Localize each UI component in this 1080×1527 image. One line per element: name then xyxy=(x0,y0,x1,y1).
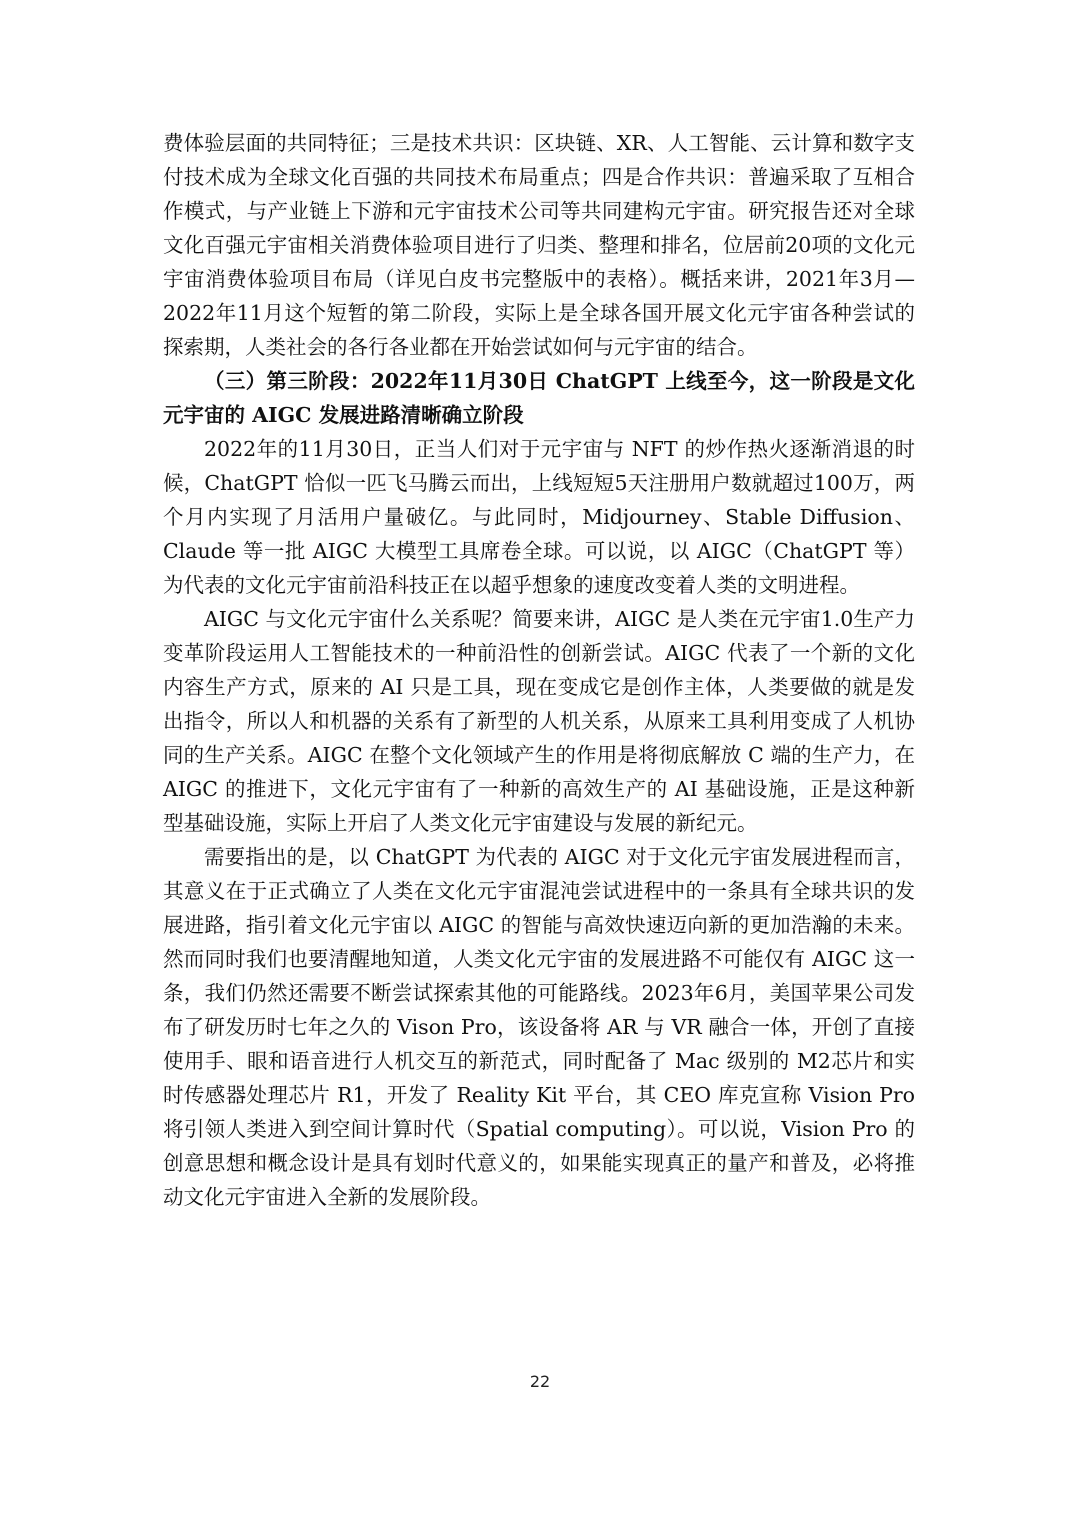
page-content xyxy=(163,126,915,1214)
paragraph-1: 费体验层面的共同特征；三是技术共识：区块链、XR、人工智能、云计算和数字支付技术成为全球文化百强的共同技术布局重点；四是合作共识：普遍采取了互相合作模式，与产业链上下游和元宇宙技术公司等共同建构元宇宙。研究报告还对全球文化百强元宇宙相关消费体验项目进行了归类、整理和排名，位居前20项的文化元宇宙消费体验项目布局（详见白皮书完整版中的表格）。概括来讲，2021年3月—2022年11月这个短暂的第二阶段，实际上是全球各国开展文化元宇宙各种尝试的探索期，人类社会的各行各业都在开始尝试如何与元宇宙的结合。 xyxy=(163,131,915,359)
paragraph-3: AIGC 与文化元宇宙什么关系呢？简要来讲，AIGC 是人类在元宇宙1.0生产力变革阶段运用人工智能技术的一种前沿性的创新尝试。AIGC 代表了一个新的文化内容生产方式，原来的 AI 只是工具，现在变成它是创作主体，人类要做的就是发出指令，所以人和机器的关系有了新型的人机关系，从原来工具利用变成了人机协同的生产关系。AIGC 在整个文化领域产生的作用是将彻底解放 C 端的生产力，在 AIGC 的推进下，文化元宇宙有了一种新的高效生产的 AI 基础设施，正是这种新型基础设施，实际上开启了人类文化元宇宙建设与发展的新纪元。 xyxy=(163,607,915,835)
paragraph-4: 需要指出的是，以 ChatGPT 为代表的 AIGC 对于文化元宇宙发展进程而言，其意义在于正式确立了人类在文化元宇宙混沌尝试进程中的一条具有全球共识的发展进路，指引着文化元宇宙以 AIGC 的智能与高效快速迈向新的更加浩瀚的未来。然而同时我们也要清醒地知道，人类文化元宇宙的发展进路不可能仅有 AIGC 这一条，我们仍然还需要不断尝试探索其他的可能路线。2023年6月，美国苹果公司发布了研发历时七年之久的 Vison Pro，该设备将 AR 与 VR 融合一体，开创了直接使用手、眼和语音进行人机交互的新范式，同时配备了 Mac 级别的 M2芯片和实时传感器处理芯片 R1，开发了 Reality Kit 平台，其 CEO 库克宣称 Vision Pro 将引领人类进入到空间计算时代（Spatial computing）。可以说，Vision Pro 的创意思想和概念设计是具有划时代意义的，如果能实现真正的量产和普及，必将推动文化元宇宙进入全新的发展阶段。 xyxy=(163,845,915,1209)
page-number: 22 xyxy=(529,1372,551,1391)
section-heading-3: （三）第三阶段：2022年11月30日 ChatGPT 上线至今，这一阶段是文化元宇宙的 AIGC 发展进路清晰确立阶段 xyxy=(163,369,915,427)
paragraph-2: 2022年的11月30日，正当人们对于元宇宙与 NFT 的炒作热火逐渐消退的时候，ChatGPT 恰似一匹飞马腾云而出，上线短短5天注册用户数就超过100万，两个月内实现了月活用户量破亿。与此同时，Midjourney、Stable Diffusion、Claude 等一批 AIGC 大模型工具席卷全球。可以说，以 AIGC（ChatGPT 等）为代表的文化元宇宙前沿科技正在以超乎想象的速度改变着人类的文明进程。 xyxy=(163,437,915,597)
